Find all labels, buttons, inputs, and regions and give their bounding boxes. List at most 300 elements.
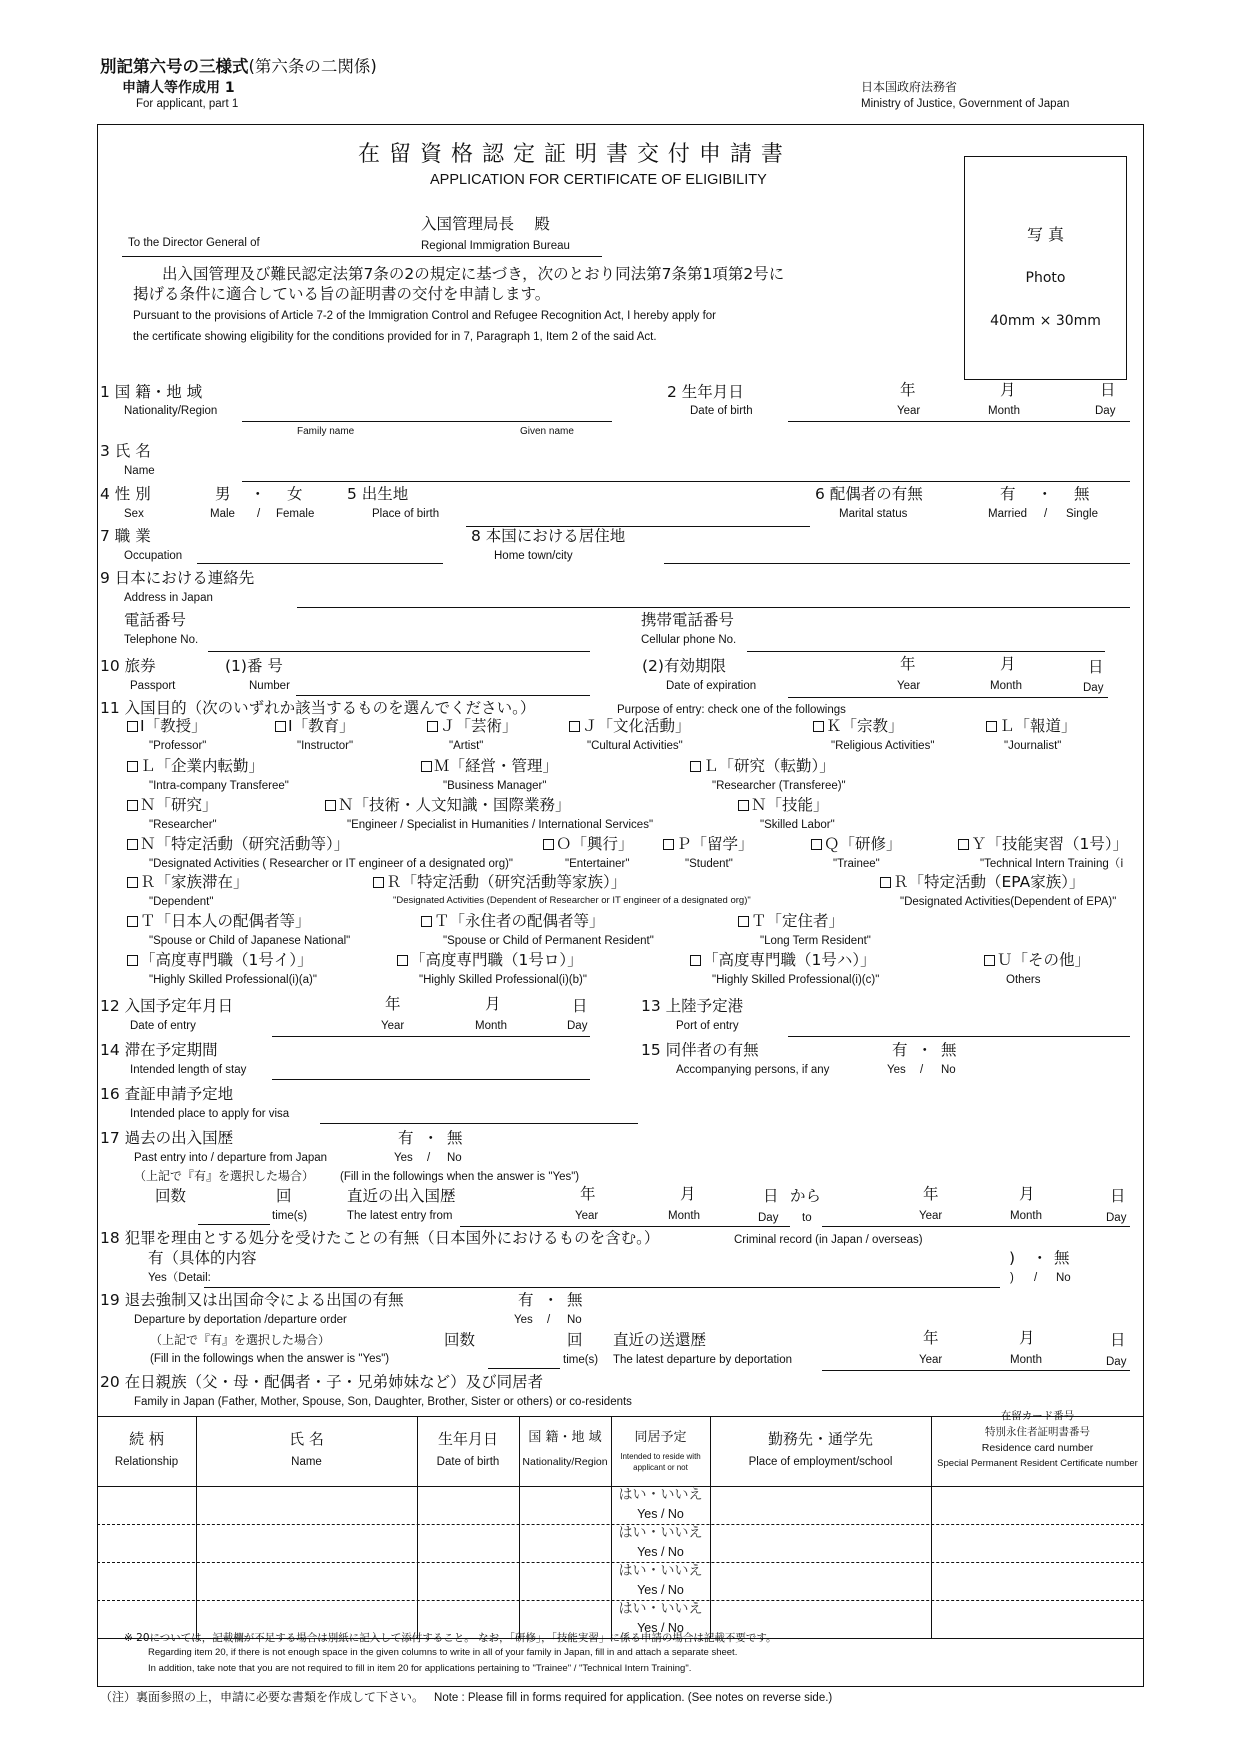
item17-note-jp: （上記で『有』を選択した場合） — [134, 1169, 315, 1183]
latest-to-day-en: Day — [1106, 1212, 1127, 1224]
addressee-en: To the Director General of — [128, 237, 260, 249]
reside-option-jp[interactable]: はい・いいえ — [618, 1601, 703, 1617]
purpose-label-jp: Ｌ「企業内転勤」 — [140, 757, 265, 775]
purpose-label-en: "Artist" — [449, 740, 484, 752]
item5-label-jp: 5 出生地 — [347, 485, 409, 503]
item10-label-en: Passport — [130, 680, 176, 692]
tel-label-jp: 電話番号 — [124, 611, 187, 629]
entry-year-jp: 年 — [385, 995, 401, 1013]
item4-label-jp: 4 性 別 — [100, 485, 151, 503]
card-number-header: Special Permanent Resident Certificate number — [937, 1458, 1138, 1469]
latest-deport-en: The latest departure by deportation — [613, 1354, 793, 1366]
purpose-label-en: "Skilled Labor" — [760, 819, 835, 831]
past-entry-no-option[interactable]: 無 — [447, 1129, 463, 1147]
item14-label-jp: 14 滞在予定期間 — [100, 1041, 218, 1059]
purpose-label-en: "Intra-company Transferee" — [149, 780, 289, 792]
latest-deport-field[interactable] — [822, 1370, 1130, 1371]
purpose-label-en: "Highly Skilled Professional(i)(a)" — [149, 974, 317, 986]
purpose-option[interactable] — [690, 952, 876, 970]
reside-option-jp[interactable]: はい・いいえ — [618, 1563, 703, 1579]
past-entry-kai: 回 — [276, 1187, 292, 1205]
exp-day-en: Day — [1083, 682, 1104, 694]
checkbox-icon[interactable] — [811, 839, 822, 850]
birth-day-jp: 日 — [1100, 381, 1116, 399]
purpose-label-jp: Ｒ「特定活動（EPA家族）」 — [893, 873, 1085, 891]
item15-label-en: Accompanying persons, if any — [676, 1064, 830, 1076]
item7-label-jp: 7 職 業 — [100, 527, 151, 545]
checkbox-icon[interactable] — [127, 877, 138, 888]
past-entry-times-jp: 回数 — [155, 1187, 187, 1205]
item8-label-jp: 8 本国における居住地 — [471, 527, 626, 545]
photo-size: 40mm × 30mm — [990, 313, 1101, 329]
purpose-option[interactable] — [738, 797, 829, 815]
purpose-option[interactable] — [984, 952, 1090, 970]
table-header-en: Intended to reside with applicant or not — [620, 1452, 701, 1473]
purpose-option[interactable] — [880, 874, 1085, 892]
purpose-option[interactable] — [690, 758, 835, 776]
table-header-en: Nationality/Region — [522, 1456, 608, 1468]
item18-label-en: Criminal record (in Japan / overseas) — [734, 1234, 923, 1246]
deport-times-en: time(s) — [563, 1354, 599, 1366]
latest-to-month-en: Month — [1010, 1210, 1042, 1222]
past-entry-dot: ・ — [423, 1129, 439, 1147]
past-entry-times-field[interactable] — [198, 1224, 270, 1225]
item14-label-en: Intended length of stay — [130, 1064, 247, 1076]
marital-dot: ・ — [1037, 485, 1053, 503]
criminal-paren-jp: ) — [1009, 1249, 1016, 1267]
addressee-line — [122, 256, 602, 257]
table-header-en: Date of birth — [436, 1456, 500, 1468]
purpose-option[interactable] — [738, 913, 844, 931]
expiration-jp: (2)有効期限 — [642, 657, 726, 675]
purpose-option[interactable] — [127, 797, 218, 815]
reside-option-jp[interactable]: はい・いいえ — [618, 1525, 703, 1541]
part-label-jp: 申請人等作成用 1 — [122, 80, 235, 96]
deport-day-en: Day — [1106, 1356, 1127, 1368]
item1-label-jp: 1 国 籍・地 域 — [100, 383, 203, 401]
checkbox-icon[interactable] — [275, 721, 286, 732]
criminal-no-option[interactable]: 無 — [1054, 1249, 1070, 1267]
table-header-jp: 氏 名 — [289, 1430, 324, 1448]
deport-year-jp: 年 — [923, 1329, 939, 1347]
accompany-no-option[interactable]: 無 — [941, 1041, 957, 1059]
checkbox-icon[interactable] — [690, 761, 701, 772]
item18-label-jp: 18 犯罪を理由とする処分を受けたことの有無（日本国外におけるものを含む。） — [100, 1229, 660, 1247]
item17-label-en: Past entry into / departure from Japan — [134, 1152, 328, 1164]
reside-option-jp[interactable]: はい・いいえ — [618, 1487, 703, 1503]
passport-number-en: Number — [249, 680, 290, 692]
accompany-dot: ・ — [917, 1041, 933, 1059]
occupation-field[interactable] — [197, 563, 443, 564]
deport-yes-option[interactable]: 有 — [518, 1291, 534, 1309]
intro-jp-1: 出入国管理及び難民認定法第7条の2の規定に基づき，次のとおり同法第7条第1項第2号に — [162, 265, 785, 283]
item13-label-en: Port of entry — [676, 1020, 739, 1032]
item11-label-jp: 11 入国目的（次のいずれか該当するものを選んでください。） — [100, 699, 536, 717]
purpose-label-en: "Designated Activities(Dependent of EPA)" — [900, 896, 1117, 908]
table-col-rule — [519, 1416, 520, 1638]
deport-day-jp: 日 — [1110, 1331, 1126, 1349]
item10-label-jp: 10 旅券 — [100, 657, 156, 675]
entry-year-en: Year — [381, 1020, 405, 1032]
item4-label-en: Sex — [124, 508, 144, 520]
accompany-yes-option[interactable]: 有 — [892, 1041, 908, 1059]
purpose-label-jp: Ⅰ「教育」 — [288, 717, 355, 735]
bureau-jp: 入国管理局長 殿 — [421, 215, 550, 233]
purpose-label-en: "Highly Skilled Professional(i)(b)" — [419, 974, 587, 986]
purpose-label-jp: Ｎ「特定活動（研究活動等）」 — [140, 835, 350, 853]
latest-to-year-jp: 年 — [923, 1185, 939, 1203]
accompany-no-en: No — [941, 1064, 956, 1076]
birth-month-en: Month — [988, 405, 1020, 417]
item11-label-en: Purpose of entry: check one of the followings — [617, 704, 846, 716]
purpose-label-jp: Ｎ「研究」 — [140, 796, 218, 814]
birth-month-jp: 月 — [1000, 381, 1016, 399]
latest-from-day-en: Day — [758, 1212, 779, 1224]
deport-times-jp: 回数 — [444, 1331, 476, 1349]
card-number-header: 在留カード番号 — [1000, 1410, 1075, 1422]
purpose-option[interactable] — [397, 952, 583, 970]
criminal-slash: / — [1034, 1272, 1038, 1284]
marital-slash: / — [1044, 508, 1048, 520]
passport-number-field[interactable] — [296, 695, 590, 696]
past-entry-no-en: No — [447, 1152, 462, 1164]
purpose-label-en: "Highly Skilled Professional(i)(c)" — [712, 974, 880, 986]
checkbox-icon[interactable] — [984, 955, 995, 966]
latest-from-year-en: Year — [575, 1210, 599, 1222]
deport-yes-en: Yes — [514, 1314, 533, 1326]
address-field[interactable] — [297, 607, 1130, 608]
item19-note-jp: （上記で『有』を選択した場合） — [150, 1333, 331, 1347]
purpose-label-jp: Ｔ「日本人の配偶者等」 — [140, 912, 311, 930]
purpose-label-en: "Business Manager" — [443, 780, 547, 792]
item20-label-jp: 20 在日親族（父・母・配偶者・子・兄弟姉妹など）及び同居者 — [100, 1373, 544, 1391]
latest-deport-jp: 直近の送還歴 — [613, 1331, 707, 1349]
item6-label-jp: 6 配偶者の有無 — [815, 485, 923, 503]
purpose-label-jp: Ⅰ「教授」 — [140, 717, 207, 735]
item16-label-jp: 16 査証申請予定地 — [100, 1085, 234, 1103]
table-header-jp: 勤務先・通学先 — [767, 1430, 873, 1448]
latest-to-field[interactable] — [822, 1226, 1130, 1227]
purpose-option[interactable] — [569, 718, 691, 736]
checkbox-icon[interactable] — [986, 721, 997, 732]
sex-female-en: Female — [276, 508, 315, 520]
exp-year-en: Year — [897, 680, 921, 692]
purpose-label-jp: Ｍ「経営・管理」 — [434, 757, 559, 775]
sex-female-option[interactable]: 女 — [287, 485, 303, 503]
purpose-label-jp: 「高度専門職（1号ロ）」 — [410, 951, 583, 969]
purpose-option[interactable] — [373, 874, 626, 892]
purpose-label-en: "Journalist" — [1004, 740, 1062, 752]
purpose-option[interactable] — [421, 913, 605, 931]
table-col-rule — [196, 1416, 197, 1638]
photo-box — [964, 156, 1127, 380]
item6-label-en: Marital status — [839, 508, 908, 520]
purpose-label-jp: Ｒ「特定活動（研究活動等家族）」 — [386, 873, 627, 891]
criminal-detail-field[interactable] — [204, 1287, 1000, 1288]
checkbox-icon[interactable] — [427, 721, 438, 732]
marital-single-en: Single — [1066, 508, 1098, 520]
item3-label-jp: 3 氏 名 — [100, 442, 151, 460]
sex-male-option[interactable]: 男 — [215, 485, 231, 503]
latest-to-en: to — [802, 1212, 812, 1224]
bottom-note: （注）裏面参照の上，申請に必要な書類を作成して下さい。 Note : Please fill in forms required for application. (See notes on reverse side.) — [100, 1690, 833, 1704]
checkbox-icon[interactable] — [421, 916, 432, 927]
purpose-label-jp: 「高度専門職（1号ハ）」 — [703, 951, 876, 969]
deport-slash: / — [547, 1314, 551, 1326]
item12-label-jp: 12 入国予定年月日 — [100, 997, 234, 1015]
marital-single-option[interactable]: 無 — [1074, 485, 1090, 503]
purpose-label-en: Others — [1006, 974, 1041, 986]
sex-slash: / — [257, 508, 261, 520]
birth-year-en: Year — [897, 405, 921, 417]
purpose-label-en: "Designated Activities (Dependent of Researcher or IT engineer of a designated org)" — [393, 895, 751, 906]
criminal-dot: ・ — [1032, 1249, 1048, 1267]
ministry-jp: 日本国政府法務省 — [861, 80, 958, 94]
checkbox-icon[interactable] — [569, 721, 580, 732]
checkbox-icon[interactable] — [958, 839, 969, 850]
criminal-paren-en: ) — [1010, 1272, 1014, 1284]
footnote-en-1: Regarding item 20, if there is not enough space in the given columns to write in all of your family in Japan, fill in and attach a separate sheet. — [148, 1647, 738, 1658]
photo-label-en: Photo — [1025, 270, 1066, 286]
deport-no-en: No — [567, 1314, 582, 1326]
checkbox-icon[interactable] — [127, 916, 138, 927]
purpose-option[interactable] — [127, 913, 311, 931]
exp-month-jp: 月 — [1000, 655, 1016, 673]
item13-label-jp: 13 上陸予定港 — [641, 997, 744, 1015]
criminal-yes-option[interactable]: 有（具体的内容 — [148, 1249, 257, 1267]
expiration-en: Date of expiration — [666, 680, 757, 692]
purpose-option[interactable] — [127, 952, 313, 970]
checkbox-icon[interactable] — [127, 800, 138, 811]
purpose-label-en: "Instructor" — [297, 740, 354, 752]
item17-note-en: (Fill in the followings when the answer is "Yes") — [340, 1171, 580, 1183]
checkbox-icon[interactable] — [127, 955, 138, 966]
checkbox-icon[interactable] — [738, 916, 749, 927]
tel-label-en: Telephone No. — [124, 634, 199, 646]
table-col-rule — [417, 1416, 418, 1638]
checkbox-icon[interactable] — [127, 721, 138, 732]
purpose-option[interactable] — [986, 718, 1077, 736]
table-col-rule — [710, 1416, 711, 1638]
item16-label-en: Intended place to apply for visa — [130, 1108, 290, 1120]
latest-from-month-en: Month — [668, 1210, 700, 1222]
item19-note-en: (Fill in the followings when the answer is "Yes") — [150, 1353, 390, 1365]
ministry-en: Ministry of Justice, Government of Japan — [861, 98, 1070, 110]
purpose-label-en: "Spouse or Child of Japanese National" — [149, 935, 351, 947]
purpose-option[interactable] — [958, 836, 1128, 854]
checkbox-icon[interactable] — [325, 800, 336, 811]
purpose-label-en: "Technical Intern Training（ⅰ — [980, 858, 1124, 870]
latest-from-month-jp: 月 — [680, 1185, 696, 1203]
intro-jp-2: 掲げる条件に適合している旨の証明書の交付を申請します。 — [133, 285, 551, 303]
purpose-option[interactable] — [663, 836, 754, 854]
deport-year-en: Year — [919, 1354, 943, 1366]
item19-label-jp: 19 退去強制又は出国命令による出国の有無 — [100, 1291, 404, 1309]
item20-label-en: Family in Japan (Father, Mother, Spouse, Son, Daughter, Brother, Sister or others) or co-residents — [134, 1396, 632, 1408]
latest-to-month-jp: 月 — [1019, 1185, 1035, 1203]
marital-married-en: Married — [988, 508, 1027, 520]
deport-month-jp: 月 — [1019, 1329, 1035, 1347]
checkbox-icon[interactable] — [880, 877, 891, 888]
exp-year-jp: 年 — [900, 655, 916, 673]
birth-year-jp: 年 — [900, 381, 916, 399]
purpose-label-jp: Ｎ「技術・人文知識・国際業務」 — [338, 796, 571, 814]
past-entry-yes-option[interactable]: 有 — [398, 1129, 414, 1147]
checkbox-icon[interactable] — [127, 761, 138, 772]
item5-label-en: Place of birth — [372, 508, 440, 520]
purpose-label-en: "Designated Activities ( Researcher or IT engineer of a designated org)" — [149, 858, 514, 870]
purpose-label-jp: Ｙ「技能実習（1号）」 — [971, 835, 1129, 853]
entry-date-field[interactable] — [272, 1036, 590, 1037]
purpose-label-en: "Engineer / Specialist in Humanities / International Services" — [347, 819, 654, 831]
cell-label-en: Cellular phone No. — [641, 634, 737, 646]
form-number: 別記第六号の三様式(第六条の二関係) — [100, 57, 377, 76]
purpose-option[interactable] — [813, 718, 904, 736]
reside-option-en: Yes / No — [637, 1507, 684, 1521]
item7-label-en: Occupation — [124, 550, 183, 562]
purpose-label-jp: Ｏ「興行」 — [556, 835, 634, 853]
purpose-label-en: "Cultural Activities" — [587, 740, 683, 752]
accompany-slash: / — [920, 1064, 924, 1076]
purpose-option[interactable] — [275, 718, 355, 736]
photo-label-jp: 写 真 — [1026, 225, 1065, 244]
purpose-label-jp: Ｕ「その他」 — [997, 951, 1091, 969]
table-header-en: Place of employment/school — [748, 1456, 893, 1468]
latest-kara: から — [790, 1187, 822, 1205]
port-of-entry-field[interactable] — [788, 1036, 1130, 1037]
deport-times-field[interactable] — [488, 1368, 560, 1369]
telephone-field[interactable] — [208, 651, 590, 652]
purpose-label-jp: Ｊ「文化活動」 — [582, 717, 691, 735]
title-jp: 在 留 資 格 認 定 証 明 書 交 付 申 請 書 — [358, 142, 784, 167]
purpose-option[interactable] — [127, 874, 249, 892]
table-header-jp: 生年月日 — [437, 1430, 498, 1448]
purpose-option[interactable] — [543, 836, 634, 854]
family-name-label: Family name — [297, 426, 355, 437]
footnote-en-2: In addition, take note that you are not required to fill in item 20 for applications pertaining to "Trainee" / "Technical Intern Training". — [148, 1663, 692, 1674]
latest-to-year-en: Year — [919, 1210, 943, 1222]
purpose-label-en: "Long Term Resident" — [760, 935, 871, 947]
nationality-field[interactable] — [242, 421, 612, 422]
reside-option-en: Yes / No — [637, 1545, 684, 1559]
purpose-label-en: "Entertainer" — [565, 858, 630, 870]
latest-entry-jp: 直近の出入国歴 — [347, 1187, 456, 1205]
item17-label-jp: 17 過去の出入国歴 — [100, 1129, 234, 1147]
purpose-option[interactable] — [127, 758, 264, 776]
latest-from-year-jp: 年 — [580, 1185, 596, 1203]
purpose-label-jp: Ｋ「宗教」 — [826, 717, 904, 735]
passport-number-jp: (1)番 号 — [225, 657, 283, 675]
footnote-jp: ※ 20については，記載欄が不足する場合は別紙に記入して添付すること。 なお，「研修」，「技能実習」に係る申請の場合は記載不要です。 — [124, 1632, 777, 1644]
purpose-label-en: "Student" — [685, 858, 733, 870]
purpose-option[interactable] — [421, 758, 558, 776]
deport-dot: ・ — [543, 1291, 559, 1309]
part-label-en: For applicant, part 1 — [136, 98, 239, 110]
purpose-option[interactable] — [127, 836, 349, 854]
checkbox-icon[interactable] — [127, 839, 138, 850]
checkbox-icon[interactable] — [543, 839, 554, 850]
purpose-label-en: "Researcher" — [149, 819, 217, 831]
purpose-label-en: "Religious Activities" — [831, 740, 935, 752]
purpose-label-jp: Ｊ「芸術」 — [440, 717, 518, 735]
item15-label-jp: 15 同伴者の有無 — [641, 1041, 759, 1059]
title-en: APPLICATION FOR CERTIFICATE OF ELIGIBILITY — [430, 172, 767, 188]
hometown-field[interactable] — [664, 563, 1130, 564]
checkbox-icon[interactable] — [421, 761, 432, 772]
accompany-yes-en: Yes — [887, 1064, 906, 1076]
exp-day-jp: 日 — [1088, 658, 1104, 676]
purpose-label-jp: Ｔ「永住者の配偶者等」 — [434, 912, 605, 930]
checkbox-icon[interactable] — [663, 839, 674, 850]
deport-no-option[interactable]: 無 — [567, 1291, 583, 1309]
criminal-detail-en: Yes（Detail: — [148, 1272, 211, 1284]
criminal-no-en: No — [1056, 1272, 1071, 1284]
intro-en-2: the certificate showing eligibility for the conditions provided for in 7, Paragraph 1, Item 2 of the said Act. — [133, 331, 657, 343]
reside-option-en: Yes / No — [637, 1621, 684, 1635]
entry-day-jp: 日 — [572, 997, 588, 1015]
name-field[interactable] — [242, 481, 1130, 482]
purpose-label-jp: Ｌ「研究（転勤）」 — [703, 757, 835, 775]
entry-month-en: Month — [475, 1020, 507, 1032]
item12-label-en: Date of entry — [130, 1020, 196, 1032]
table-header-en: Name — [291, 1456, 322, 1468]
latest-from-field[interactable] — [460, 1226, 790, 1227]
purpose-label-jp: Ｌ「報道」 — [999, 717, 1077, 735]
visa-place-field[interactable] — [320, 1123, 638, 1124]
purpose-option[interactable] — [427, 718, 518, 736]
purpose-option[interactable] — [127, 718, 207, 736]
card-number-header: Residence card number — [981, 1442, 1094, 1454]
item1-label-en: Nationality/Region — [124, 405, 218, 417]
purpose-label-en: "Trainee" — [833, 858, 880, 870]
birth-date-field[interactable] — [788, 421, 1130, 422]
purpose-label-jp: Ｔ「定住者」 — [751, 912, 845, 930]
table-header-jp: 国 籍・地 域 — [528, 1430, 602, 1445]
cellphone-field[interactable] — [747, 651, 1105, 652]
purpose-label-jp: 「高度専門職（1号イ）」 — [140, 951, 313, 969]
item2-label-en: Date of birth — [690, 405, 753, 417]
purpose-option[interactable] — [325, 797, 571, 815]
item3-label-en: Name — [124, 465, 155, 477]
checkbox-icon[interactable] — [690, 955, 701, 966]
checkbox-icon[interactable] — [738, 800, 749, 811]
intro-en-1: Pursuant to the provisions of Article 7-2 of the Immigration Control and Refugee Recognition Act, I hereby apply for — [133, 310, 716, 322]
reside-option-en: Yes / No — [637, 1583, 684, 1597]
bureau-en: Regional Immigration Bureau — [421, 240, 570, 252]
sex-dot: ・ — [250, 485, 266, 503]
deport-month-en: Month — [1010, 1354, 1042, 1366]
deport-kai: 回 — [567, 1331, 583, 1349]
entry-month-jp: 月 — [485, 995, 501, 1013]
item9-label-en: Address in Japan — [124, 592, 213, 604]
stay-length-field[interactable] — [272, 1079, 590, 1080]
checkbox-icon[interactable] — [813, 721, 824, 732]
sex-male-en: Male — [210, 508, 235, 520]
purpose-label-en: "Dependent" — [149, 896, 214, 908]
birth-day-en: Day — [1095, 405, 1116, 417]
past-entry-yes-en: Yes — [394, 1152, 413, 1164]
purpose-label-en: "Professor" — [149, 740, 207, 752]
marital-married-option[interactable]: 有 — [1000, 485, 1016, 503]
checkbox-icon[interactable] — [373, 877, 384, 888]
past-entry-times-en: time(s) — [272, 1210, 308, 1222]
expiration-field[interactable] — [788, 697, 1108, 698]
table-header-jp: 続 柄 — [129, 1430, 164, 1448]
purpose-option[interactable] — [811, 836, 902, 854]
purpose-label-jp: Ｎ「技能」 — [751, 796, 829, 814]
latest-from-day-jp: 日 — [763, 1187, 779, 1205]
checkbox-icon[interactable] — [397, 955, 408, 966]
